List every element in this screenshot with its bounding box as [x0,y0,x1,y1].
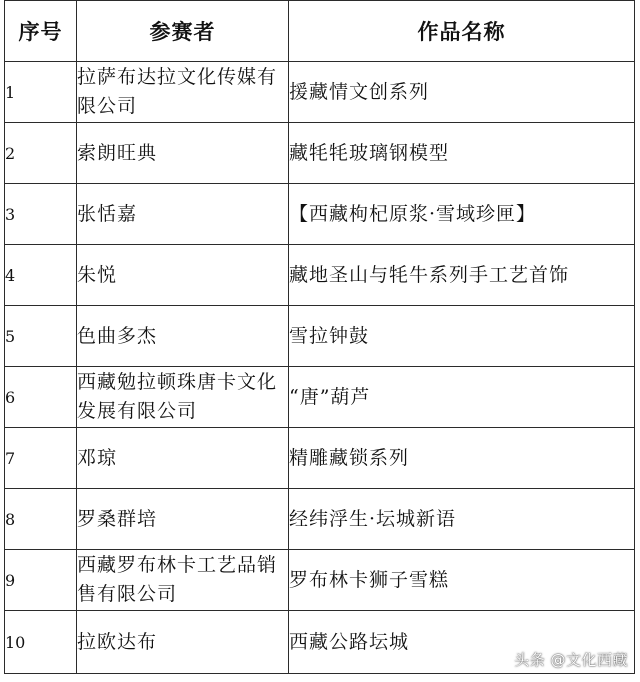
participant-name: 罗桑群培 [77,489,289,550]
work-title: 经纬浮生·坛城新语 [289,489,635,550]
participant-name: 索朗旺典 [77,123,289,184]
work-title: 雪拉钟鼓 [289,306,635,367]
header-number: 序号 [5,1,77,62]
work-title: “唐”葫芦 [289,367,635,428]
participant-name: 色曲多杰 [77,306,289,367]
header-participant: 参赛者 [77,1,289,62]
work-title: 西藏公路坛城 [289,611,635,674]
row-number: 7 [5,428,77,489]
header-work-title: 作品名称 [289,1,635,62]
work-title: 援藏情文创系列 [289,62,635,123]
row-number: 5 [5,306,77,367]
table-row [5,123,635,184]
watermark: 头条 @文化西藏 [514,651,628,669]
row-number: 8 [5,489,77,550]
row-number: 9 [5,550,77,611]
table-row [5,489,635,550]
participant-name: 拉萨布达拉文化传媒有限公司 [77,62,289,123]
participant-name: 朱悦 [77,245,289,306]
participant-name: 西藏罗布林卡工艺品销售有限公司 [77,550,289,611]
work-title: 【西藏枸杞原浆·雪域珍匣】 [289,184,635,245]
table-header-row [5,1,635,62]
table-row [5,184,635,245]
work-title: 罗布林卡狮子雪糕 [289,550,635,611]
row-number: 6 [5,367,77,428]
row-number: 10 [5,611,77,674]
table-row [5,62,635,123]
row-number: 1 [5,62,77,123]
work-title: 精雕藏锁系列 [289,428,635,489]
participant-name: 拉欧达布 [77,611,289,674]
table-row [5,428,635,489]
participant-name: 张恬嘉 [77,184,289,245]
table-row [5,245,635,306]
work-title: 藏牦牦玻璃钢模型 [289,123,635,184]
participant-name: 邓琼 [77,428,289,489]
participant-name: 西藏勉拉顿珠唐卡文化发展有限公司 [77,367,289,428]
participants-table [4,0,635,674]
row-number: 2 [5,123,77,184]
work-title: 藏地圣山与牦牛系列手工艺首饰 [289,245,635,306]
row-number: 3 [5,184,77,245]
table-row [5,367,635,428]
row-number: 4 [5,245,77,306]
table-row [5,306,635,367]
table-row [5,550,635,611]
